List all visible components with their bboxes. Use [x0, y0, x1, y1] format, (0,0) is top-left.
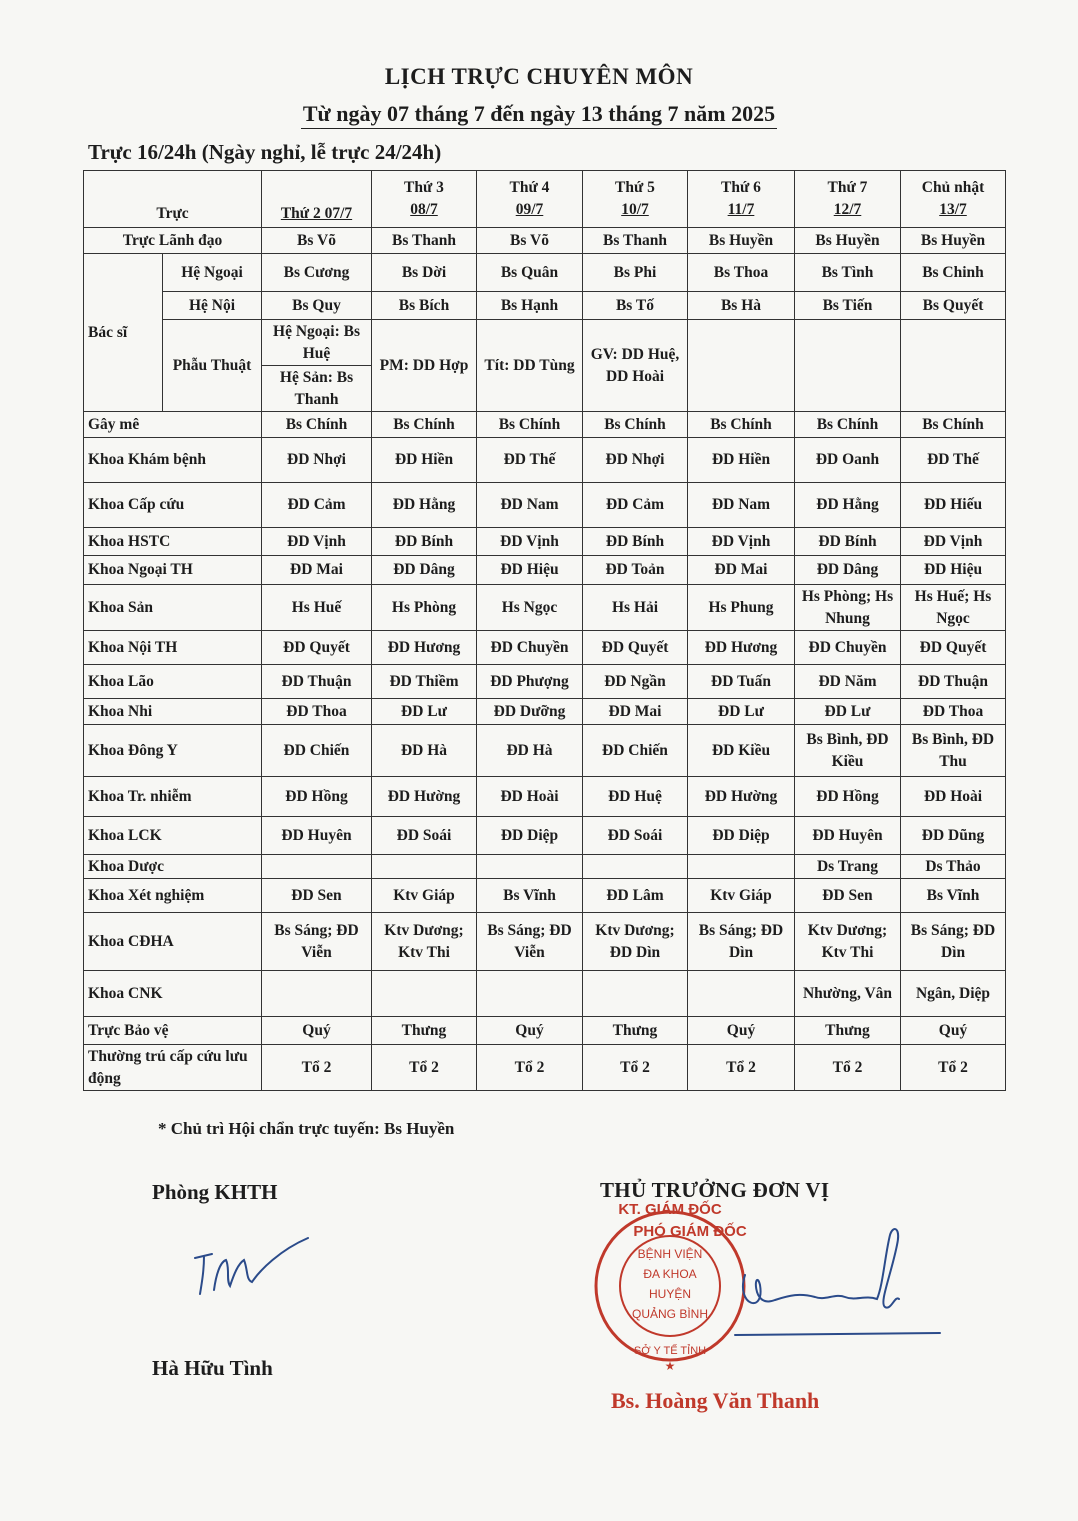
- cell: ĐD Chuyền: [477, 631, 583, 665]
- svg-text:HUYỆN: HUYỆN: [648, 1287, 692, 1301]
- cell: Tổ 2: [901, 1045, 1006, 1091]
- cell: Bs Thoa: [688, 254, 795, 292]
- cell: Ktv Dương; Ktv Thi: [372, 913, 477, 971]
- cell: ĐD Vịnh: [688, 528, 795, 556]
- cell: Bs Quyết: [901, 292, 1006, 320]
- cell: Bs Võ: [262, 228, 372, 254]
- cell: ĐD Lâm: [583, 879, 688, 913]
- day-header: Chủ nhật 13/7: [901, 171, 1006, 228]
- row-label: Khoa HSTC: [84, 528, 262, 556]
- cell: ĐD Toản: [583, 556, 688, 585]
- cell: ĐD Chiến: [583, 725, 688, 777]
- cell: ĐD Lư: [688, 699, 795, 725]
- cell: [262, 971, 372, 1017]
- cell: Bs Chính: [901, 412, 1006, 438]
- cell: ĐD Soái: [583, 817, 688, 855]
- cell: Bs Chính: [583, 412, 688, 438]
- cell: Bs Vĩnh: [901, 879, 1006, 913]
- cell: Bs Bích: [372, 292, 477, 320]
- cell: ĐD Huyên: [262, 817, 372, 855]
- cell: ĐD Nhợi: [262, 438, 372, 483]
- cell: Ktv Dương; ĐD Dìn: [583, 913, 688, 971]
- cell: Nhường, Vân: [795, 971, 901, 1017]
- cell: ĐD Hường: [688, 777, 795, 817]
- cell: GV: DD Huệ, DD Hoài: [583, 320, 688, 412]
- row-label: Khoa Khám bệnh: [84, 438, 262, 483]
- cell: Bs Huyền: [795, 228, 901, 254]
- cell: Bs Hà: [688, 292, 795, 320]
- date-range: Từ ngày 07 tháng 7 đến ngày 13 tháng 7 năm 2025: [0, 101, 1078, 127]
- cell: Bs Huyền: [901, 228, 1006, 254]
- cell: Hs Phòng: [372, 585, 477, 631]
- cell: Bs Dời: [372, 254, 477, 292]
- table-row: [84, 412, 1006, 438]
- cell: Tổ 2: [688, 1045, 795, 1091]
- cell: Bs Quy: [262, 292, 372, 320]
- cell: Tổ 2: [372, 1045, 477, 1091]
- cell: Hs Hải: [583, 585, 688, 631]
- cell: ĐD Vịnh: [901, 528, 1006, 556]
- cell: Bs Bình, ĐD Kiều: [795, 725, 901, 777]
- table-row: [84, 631, 1006, 665]
- cell: Ktv Giáp: [372, 879, 477, 913]
- cell: Ngân, Diệp: [901, 971, 1006, 1017]
- svg-text:PHÓ GIÁM ĐỐC: PHÓ GIÁM ĐỐC: [633, 1223, 747, 1240]
- row-label: Thường trú cấp cứu lưu động: [84, 1045, 262, 1091]
- cell: [262, 855, 372, 879]
- cell: ĐD Hà: [477, 725, 583, 777]
- cell: ĐD Mai: [262, 556, 372, 585]
- table-row: [84, 438, 1006, 483]
- cell: ĐD Vịnh: [262, 528, 372, 556]
- doctor-group-label: Bác sĩ: [84, 254, 163, 412]
- cell: ĐD Hường: [372, 777, 477, 817]
- cell: Bs Hạnh: [477, 292, 583, 320]
- day-header: Thứ 7 12/7: [795, 171, 901, 228]
- cell: PM: DD Hợp: [372, 320, 477, 412]
- cell: ĐD Nhợi: [583, 438, 688, 483]
- online-consult-note: * Chủ trì Hội chẩn trực tuyến: Bs Huyền: [158, 1119, 455, 1138]
- cell: ĐD Hà: [372, 725, 477, 777]
- cell: ĐD Lư: [372, 699, 477, 725]
- header-row: [84, 171, 1006, 228]
- cell: Bs Tình: [795, 254, 901, 292]
- leader-row: [84, 228, 1006, 254]
- cell: ĐD Hoài: [901, 777, 1006, 817]
- schedule-subtitle: Trực 16/24h (Ngày nghỉ, lễ trực 24/24h): [88, 140, 442, 164]
- cell: ĐD Lư: [795, 699, 901, 725]
- left-signer-title: Phòng KHTH: [152, 1180, 278, 1204]
- cell: ĐD Hiền: [372, 438, 477, 483]
- cell: ĐD Mai: [583, 699, 688, 725]
- right-signer-title: THỦ TRƯỞNG ĐƠN VỊ: [600, 1178, 830, 1202]
- cell: ĐD Thế: [901, 438, 1006, 483]
- cell: ĐD Thiềm: [372, 665, 477, 699]
- cell: ĐD Huyên: [795, 817, 901, 855]
- cell: ĐD Tuấn: [688, 665, 795, 699]
- cell: Hs Phòng; Hs Nhung: [795, 585, 901, 631]
- cell: Bs Chinh: [901, 254, 1006, 292]
- cell: ĐD Hằng: [372, 483, 477, 528]
- he-ngoai-row: [84, 254, 1006, 292]
- row-label: Khoa Lão: [84, 665, 262, 699]
- cell: Tít: DD Tùng: [477, 320, 583, 412]
- cell: [372, 855, 477, 879]
- cell: ĐD Vịnh: [477, 528, 583, 556]
- cell: [372, 971, 477, 1017]
- table-row: [84, 971, 1006, 1017]
- cell: ĐD Hương: [688, 631, 795, 665]
- cell: Quý: [262, 1017, 372, 1045]
- cell: Bs Sáng; ĐD Viễn: [477, 913, 583, 971]
- cell: Bs Bình, ĐD Thu: [901, 725, 1006, 777]
- svg-text:KT. GIÁM ĐỐC: KT. GIÁM ĐỐC: [618, 1201, 722, 1218]
- cell: ĐD Hương: [372, 631, 477, 665]
- cell: Hs Ngọc: [477, 585, 583, 631]
- duty-schedule-table: [83, 170, 1006, 1091]
- svg-text:SỞ Y TẾ TỈNH: SỞ Y TẾ TỈNH: [633, 1345, 707, 1357]
- cell: Bs Chính: [795, 412, 901, 438]
- row-label: Khoa Xét nghiệm: [84, 879, 262, 913]
- cell: Thưng: [372, 1017, 477, 1045]
- row-label: Trực Lãnh đạo: [84, 228, 262, 254]
- cell: ĐD Soái: [372, 817, 477, 855]
- cell: Ds Thảo: [901, 855, 1006, 879]
- cell: ĐD Bính: [795, 528, 901, 556]
- day-header: Thứ 6 11/7: [688, 171, 795, 228]
- cell: ĐD Phượng: [477, 665, 583, 699]
- cell: ĐD Thoa: [262, 699, 372, 725]
- cell: Ktv Giáp: [688, 879, 795, 913]
- row-label: Khoa Ngoại TH: [84, 556, 262, 585]
- cell: ĐD Chiến: [262, 725, 372, 777]
- cell: Tổ 2: [795, 1045, 901, 1091]
- corner-header: Trực: [84, 171, 262, 228]
- cell: Bs Tiến: [795, 292, 901, 320]
- cell: Tổ 2: [477, 1045, 583, 1091]
- table-row: [84, 699, 1006, 725]
- cell: [795, 320, 901, 412]
- cell: Bs Phi: [583, 254, 688, 292]
- cell: ĐD Huệ: [583, 777, 688, 817]
- cell: Bs Huyền: [688, 228, 795, 254]
- right-signer-name: Bs. Hoàng Văn Thanh: [611, 1388, 820, 1413]
- cell: Hệ Sản: Bs Thanh: [262, 366, 372, 412]
- cell: ĐD Thoa: [901, 699, 1006, 725]
- cell: ĐD Ngần: [583, 665, 688, 699]
- row-label: Khoa Đông Y: [84, 725, 262, 777]
- left-signature: [190, 1230, 320, 1300]
- cell: ĐD Thuận: [262, 665, 372, 699]
- cell: [901, 320, 1006, 412]
- cell: [583, 971, 688, 1017]
- cell: ĐD Quyết: [583, 631, 688, 665]
- cell: ĐD Bính: [583, 528, 688, 556]
- cell: [688, 320, 795, 412]
- cell: Thưng: [795, 1017, 901, 1045]
- table-row: [84, 483, 1006, 528]
- cell: Bs Vĩnh: [477, 879, 583, 913]
- cell: Bs Chính: [372, 412, 477, 438]
- document-title: LỊCH TRỰC CHUYÊN MÔN: [384, 64, 694, 89]
- row-label: Khoa Nhi: [84, 699, 262, 725]
- cell: ĐD Năm: [795, 665, 901, 699]
- svg-text:ĐA KHOA: ĐA KHOA: [643, 1267, 697, 1281]
- row-label: Khoa Nội TH: [84, 631, 262, 665]
- table-row: [84, 1017, 1006, 1045]
- cell: Bs Cương: [262, 254, 372, 292]
- cell: Thưng: [583, 1017, 688, 1045]
- cell: ĐD Sen: [262, 879, 372, 913]
- cell: Bs Chính: [262, 412, 372, 438]
- row-label: Khoa LCK: [84, 817, 262, 855]
- row-label: Khoa Sản: [84, 585, 262, 631]
- he-noi-row: [84, 292, 1006, 320]
- cell: ĐD Oanh: [795, 438, 901, 483]
- cell: Hs Huế; Hs Ngọc: [901, 585, 1006, 631]
- cell: Quý: [901, 1017, 1006, 1045]
- cell: ĐD Hiền: [688, 438, 795, 483]
- cell: ĐD Nam: [688, 483, 795, 528]
- cell: Bs Thanh: [583, 228, 688, 254]
- cell: ĐD Thuận: [901, 665, 1006, 699]
- cell: Hs Huế: [262, 585, 372, 631]
- cell: Quý: [688, 1017, 795, 1045]
- cell: ĐD Hiệu: [477, 556, 583, 585]
- table-row: [84, 725, 1006, 777]
- surgery-row-a: [84, 320, 1006, 366]
- table-row: [84, 1045, 1006, 1091]
- cell: Hs Phung: [688, 585, 795, 631]
- cell: ĐD Hiếu: [901, 483, 1006, 528]
- svg-text:★: ★: [664, 1359, 676, 1372]
- cell: ĐD Hoài: [477, 777, 583, 817]
- row-label: Khoa Cấp cứu: [84, 483, 262, 528]
- table-row: [84, 556, 1006, 585]
- cell: ĐD Dưỡng: [477, 699, 583, 725]
- cell: Tổ 2: [583, 1045, 688, 1091]
- table-row: [84, 817, 1006, 855]
- right-signature: [705, 1215, 955, 1345]
- left-signer-name: Hà Hữu Tình: [152, 1356, 273, 1380]
- row-label: Hệ Ngoại: [163, 254, 262, 292]
- cell: Bs Sáng; ĐD Viễn: [262, 913, 372, 971]
- cell: ĐD Bính: [372, 528, 477, 556]
- row-label: Trực Bảo vệ: [84, 1017, 262, 1045]
- row-label: Khoa Dược: [84, 855, 262, 879]
- cell: Hệ Ngoại: Bs Huệ: [262, 320, 372, 366]
- cell: [477, 855, 583, 879]
- cell: ĐD Diệp: [477, 817, 583, 855]
- svg-text:QUẢNG BÌNH: QUẢNG BÌNH: [631, 1307, 709, 1321]
- cell: Bs Sáng; ĐD Dìn: [901, 913, 1006, 971]
- cell: ĐD Dũng: [901, 817, 1006, 855]
- cell: ĐD Diệp: [688, 817, 795, 855]
- row-label: Hệ Nội: [163, 292, 262, 320]
- cell: Ds Trang: [795, 855, 901, 879]
- table-row: [84, 879, 1006, 913]
- cell: ĐD Cảm: [262, 483, 372, 528]
- cell: ĐD Nam: [477, 483, 583, 528]
- cell: [688, 971, 795, 1017]
- cell: ĐD Sen: [795, 879, 901, 913]
- svg-text:BỆNH VIỆN: BỆNH VIỆN: [637, 1247, 703, 1261]
- cell: ĐD Chuyền: [795, 631, 901, 665]
- cell: Bs Võ: [477, 228, 583, 254]
- table-row: [84, 777, 1006, 817]
- cell: ĐD Mai: [688, 556, 795, 585]
- cell: ĐD Cảm: [583, 483, 688, 528]
- cell: ĐD Kiều: [688, 725, 795, 777]
- table-row: [84, 913, 1006, 971]
- row-label: Khoa CNK: [84, 971, 262, 1017]
- cell: ĐD Dâng: [372, 556, 477, 585]
- cell: Bs Sáng; ĐD Dìn: [688, 913, 795, 971]
- day-header: Thứ 3 08/7: [372, 171, 477, 228]
- surgery-label: Phẫu Thuật: [163, 320, 262, 412]
- cell: ĐD Thế: [477, 438, 583, 483]
- cell: ĐD Hiệu: [901, 556, 1006, 585]
- row-label: Khoa CĐHA: [84, 913, 262, 971]
- cell: [688, 855, 795, 879]
- cell: Bs Chính: [477, 412, 583, 438]
- cell: Tổ 2: [262, 1045, 372, 1091]
- cell: ĐD Hằng: [795, 483, 901, 528]
- cell: Bs Quân: [477, 254, 583, 292]
- cell: ĐD Hồng: [262, 777, 372, 817]
- day-header: Thứ 2 07/7: [262, 171, 372, 228]
- row-label: Khoa Tr. nhiễm: [84, 777, 262, 817]
- cell: [477, 971, 583, 1017]
- cell: Bs Chính: [688, 412, 795, 438]
- cell: Ktv Dương; Ktv Thi: [795, 913, 901, 971]
- day-header: Thứ 4 09/7: [477, 171, 583, 228]
- table-row: [84, 855, 1006, 879]
- day-header: Thứ 5 10/7: [583, 171, 688, 228]
- row-label: Gây mê: [84, 412, 262, 438]
- cell: Bs Tố: [583, 292, 688, 320]
- table-row: [84, 585, 1006, 631]
- cell: ĐD Quyết: [262, 631, 372, 665]
- cell: ĐD Quyết: [901, 631, 1006, 665]
- cell: [583, 855, 688, 879]
- cell: Quý: [477, 1017, 583, 1045]
- table-row: [84, 665, 1006, 699]
- cell: ĐD Hồng: [795, 777, 901, 817]
- cell: Bs Thanh: [372, 228, 477, 254]
- cell: ĐD Dâng: [795, 556, 901, 585]
- table-row: [84, 528, 1006, 556]
